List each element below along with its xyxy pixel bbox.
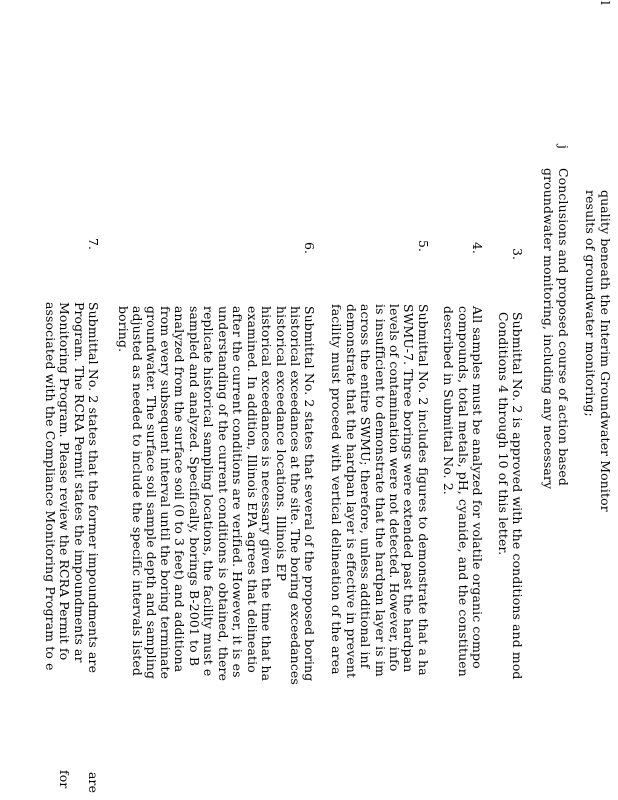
text-line: Conclusions and proposed course of action based [556,168,571,486]
text-line: Submittal No. 2 states that several of the proposed boring [302,306,317,682]
text-line: All samples must be analyzed for volatile organic compo [470,306,485,669]
text-line: Submittal No. 2 states that the former impoundments are [86,302,101,674]
text-line: demonstrate that the hardpan layer is effective in prevent [344,304,359,679]
text-line: quality beneath the Interim Groundwater Monitor [598,190,613,512]
item-label: 7. [86,238,101,251]
text-line: is insufficient to demonstrate that the hardpan layer is im [373,304,388,677]
text-line: described in Submittal No. 2. [441,306,456,495]
text-line: Conditions 4 through 10 of this letter. [496,312,511,556]
edge-fragment: l [598,1,613,6]
text-line: compounds, total metals, pH, cyanide, and the constituen [456,306,471,677]
text-line: analyzed from the surface soil (0 to 3 feet) and additiona [172,306,187,673]
text-line: Program. The RCRA Permit states the impoundments ar [72,302,87,663]
text-line: Submittal No. 2 is approved with the conditions and mod [510,312,525,680]
edge-fragment: for [57,770,72,789]
text-line: historical exceedances is necessary given the time that ha [259,306,274,682]
text-line: understanding of the current conditions is obtained, there [216,306,231,682]
text-line: Monitoring Program. Please review the RCRA Permit fo [57,302,72,661]
text-line: from every subsequent interval until the boring terminate [158,306,173,680]
text-line: sampled and analyzed. Specifically, borings B-2001 to B [187,306,202,667]
text-line: groundwater monitoring, including any necessary [541,168,556,490]
text-line: Submittal No. 2 includes figures to demonstrate that a ha [416,304,431,676]
text-line: adjusted as needed to include the specific intervals listed [130,306,145,676]
text-line: boring. [116,306,131,353]
item-label: j [556,145,571,149]
text-line: groundwater. The surface soil sample depth and sampling [144,306,159,680]
text-line: historical exceedances at the site. The boring exceedances [288,306,303,685]
text-line: historical exceedance locations. Illinois EP [274,306,289,582]
text-line: across the entire SWMU; therefore, unless additional inf [358,304,373,669]
item-label: 4. [470,242,485,255]
item-label: 5. [416,240,431,253]
text-line: results of groundwater monitoring; [583,190,598,417]
text-line: associated with the Compliance Monitoring Program to e [43,302,58,671]
item-label: 6. [302,242,317,255]
item-label: 3. [510,248,525,261]
text-line: SWMU-7. Three borings were extended past the hardpan [401,304,416,673]
text-line: examined. In addition, Illinois EPA agrees that delineatio [245,306,260,673]
edge-fragment: are [86,772,101,794]
text-line: facility must proceed with vertical delineation of the area [329,304,344,675]
text-line: levels of contamination were not detected. However, info [387,304,402,672]
text-line: after the current conditions are verified. However, it is es [230,306,245,678]
text-line: replicate historical sampling locations, the facility must e [201,306,216,677]
